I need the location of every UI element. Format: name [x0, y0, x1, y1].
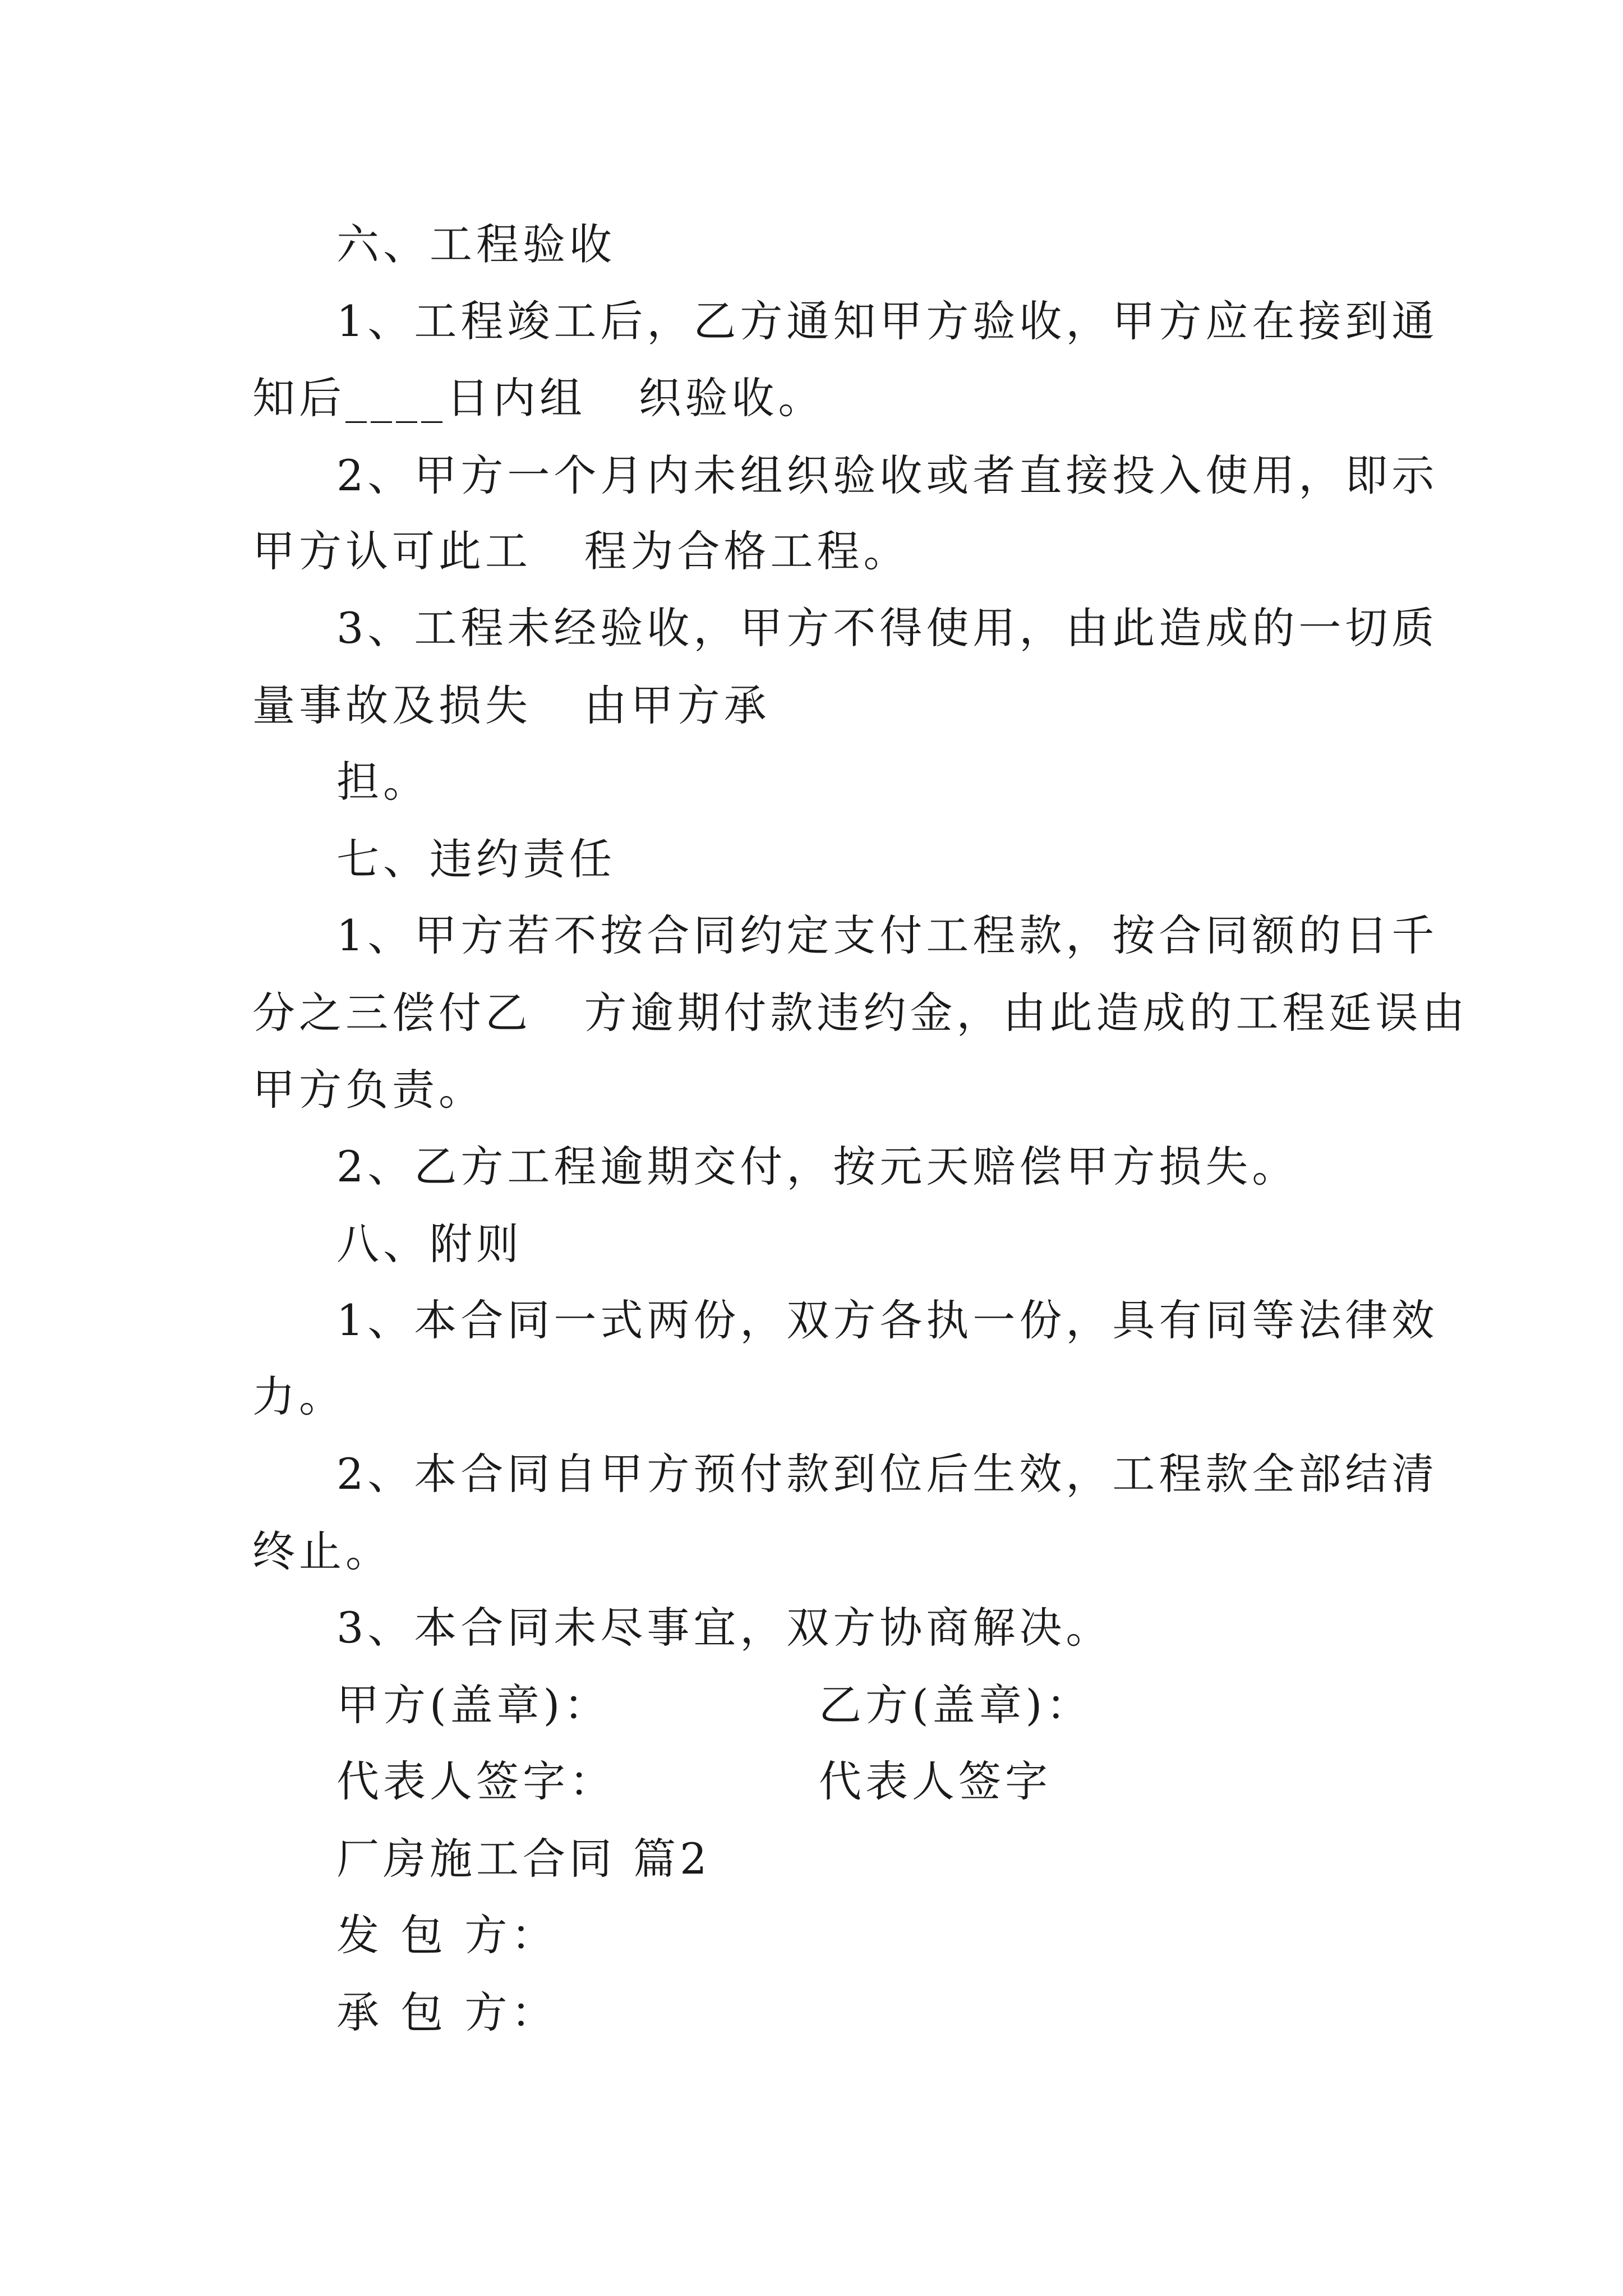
employer-label: 发 包 方：	[336, 1910, 558, 1960]
section-heading-acceptance: 六、工程验收	[336, 219, 616, 269]
party-a-seal-label: 甲方(盖章)：	[336, 1680, 611, 1730]
paragraph-line: 甲方负责。	[252, 1065, 485, 1115]
paragraph-line: 知后____日内组 织验收。	[252, 373, 825, 423]
paragraph-line: 甲方认可此工 程为合格工程。	[252, 526, 910, 576]
paragraph-line: 1、工程竣工后，乙方通知甲方验收，甲方应在接到通	[336, 296, 1438, 346]
party-b-representative-label: 代表人签字	[819, 1756, 1052, 1806]
paragraph-line: 1、甲方若不按合同约定支付工程款，按合同额的日千	[336, 910, 1438, 960]
paragraph-line: 1、本合同一式两份，双方各执一份，具有同等法律效	[336, 1295, 1438, 1345]
section-title: 厂房施工合同 篇2	[336, 1834, 711, 1884]
paragraph-line: 分之三偿付乙 方逾期付款违约金，由此造成的工程延误由	[252, 988, 1469, 1038]
paragraph-line: 终止。	[252, 1526, 392, 1576]
section-heading-liability: 七、违约责任	[336, 834, 616, 884]
contractor-label: 承 包 方：	[336, 1987, 558, 2037]
section-heading-supplementary: 八、附则	[336, 1219, 523, 1269]
paragraph-line: 3、本合同未尽事宜，双方协商解决。	[336, 1603, 1113, 1653]
paragraph-line: 2、乙方工程逾期交付，按元天赔偿甲方损失。	[336, 1142, 1299, 1191]
paragraph-line: 2、甲方一个月内未组织验收或者直接投入使用，即示	[336, 450, 1438, 500]
paragraph-line: 量事故及损失 由甲方承	[252, 680, 771, 730]
paragraph-line: 担。	[336, 757, 430, 807]
party-a-representative-label: 代表人签字：	[336, 1756, 616, 1806]
paragraph-line: 3、工程未经验收，甲方不得使用，由此造成的一切质	[336, 603, 1438, 653]
party-b-seal-label: 乙方(盖章)：	[819, 1680, 1093, 1730]
paragraph-line: 力。	[252, 1372, 345, 1421]
paragraph-line: 2、本合同自甲方预付款到位后生效，工程款全部结清	[336, 1449, 1438, 1499]
